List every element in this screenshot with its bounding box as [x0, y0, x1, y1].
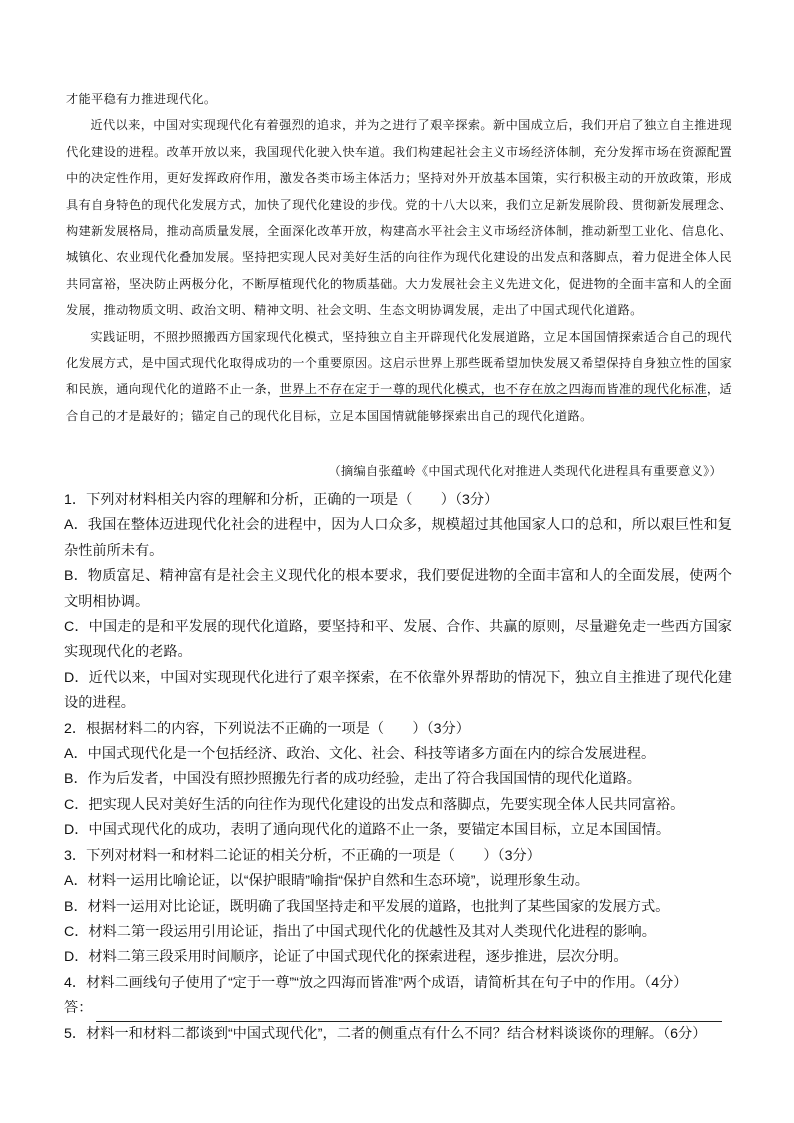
question-3-option-b: B．材料一运用对比论证，既明确了我国坚持走和平发展的道路，也批判了某些国家的发展方式。: [64, 898, 670, 915]
passage-paragraph-1: 近代以来，中国对实现现代化有着强烈的追求，并为之进行了艰辛探索。新中国成立后，我们开启了独立自主推进现代化建设的进程。改革开放以来，我国现代化驶入快车道。我们构建起社会主义市场经济体制，充分发挥市场在资源配置中的决定性作用，更好发挥政府作用，激发各类市场主体活力；坚持对外开放基本国策，实行积极主动的开放政策，形成具有自身特色的现代化发展方式，加快了现代化建设的步伐。党的十八大以来，我们立足新发展阶段、贯彻新发展理念、构建新发展格局，推动高质量发展，全面深化改革开放，构建高水平社会主义市场经济体制，推动新型工业化、信息化、城镇化、农业现代化叠加发展。坚持把实现人民对美好生活的向往作为现代化建设的出发点和落脚点，着力促进全体人民共同富裕，坚决防止两极分化，不断厚植现代化的物质基础。大力发展社会主义先进文化，促进物的全面丰富和人的全面发展，推动物质文明、政治文明、精神文明、社会文明、生态文明协调发展，走出了中国式现代化道路。: [66, 118, 732, 318]
question-2-option-c: C．把实现人民对美好生活的向往作为现代化建设的出发点和落脚点，先要实现全体人民共同富裕。: [64, 796, 685, 813]
passage-paragraph-2: [66, 324, 732, 430]
answer-line[interactable]: [96, 1003, 722, 1022]
question-1-option-c: C．中国走的是和平发展的现代化道路，要坚持和平、发展、合作、共赢的原则，尽量避免走一些西方国家实现现代化的老路。: [64, 619, 732, 661]
question-1-option-b: B．物质富足、精神富有是社会主义现代化的根本要求，我们要促进物的全面丰富和人的全面发展，使两个文明相协调。: [64, 568, 732, 610]
question-2-option-a: A．中国式现代化是一个包括经济、政治、文化、社会、科技等诸多方面在内的综合发展进程。: [64, 746, 656, 763]
passage-paragraph-2-text-a: 实践证明，不照抄照搬西方国家现代化模式，坚持独立自主开辟现代化发展道路，立足本国国情探索适合自己的现代化发展方式，是中国式现代化取得成功的一个重要原因。这启示世界上那些既希望加快发展又希望保持自身独立性的国家和民族，通向现代化的道路不止一条，: [66, 329, 732, 397]
question-3-option-c: C．材料二第一段运用引用论证，指出了中国式现代化的优越性及其对人类现代化进程的影响。: [64, 923, 656, 940]
passage-source: （摘编自张蕴岭《中国式现代化对推进人类现代化进程具有重要意义》）: [328, 464, 722, 478]
question-3-stem: 3．下列对材料一和材料二论证的相关分析，不正确的一项是（ ）（3分）: [64, 847, 541, 864]
question-1-option-d: D．近代以来，中国对实现现代化进行了艰辛探索，在不依靠外界帮助的情况下，独立自主推进了现代化建设的进程。: [64, 669, 732, 712]
passage-paragraph-2-text-b: ，适合自己的才是最好的；锚定自己的现代化目标，立足本国国情就能够探索出自己的现代化道路。: [66, 382, 733, 423]
question-2-option-d: D．中国式现代化的成功，表明了通向现代化的道路不止一条，要锚定本国目标，立足本国国情。: [64, 822, 671, 839]
question-list: [64, 488, 732, 1047]
question-5-stem: 5．材料一和材料二都谈到“中国式现代化”，二者的侧重点有什么不同？结合材料谈谈你的理解。（6分）: [64, 1025, 707, 1042]
question-4-stem: 4．材料二画线句子使用了“定于一尊”“放之四海而皆准”两个成语，请简析其在句子中的作用。（4分）: [64, 974, 688, 991]
question-1-option-a: A．我国在整体迈进现代化社会的进程中，因为人口众多，规模超过其他国家人口的总和，所以艰巨性和复杂性前所未有。: [64, 517, 732, 559]
passage-paragraph-0: 才能平稳有力推进现代化。: [66, 92, 217, 106]
reading-passage: [66, 86, 732, 429]
question-4-answer-area[interactable]: [64, 996, 732, 1021]
question-2-option-b: B．作为后发者，中国没有照抄照搬先行者的成功经验，走出了符合我国国情的现代化道路。: [64, 771, 641, 788]
question-3-option-d: D．材料二第三段采用时间顺序，论证了中国式现代化的探索进程，逐步推进，层次分明。: [64, 949, 628, 966]
answer-label: 答：: [64, 1000, 93, 1017]
question-2-stem: 2．根据材料二的内容，下列说法不正确的一项是（ ）（3分）: [64, 720, 470, 737]
question-3-option-a: A．材料一运用比喻论证，以“保护眼睛”喻指“保护自然和生态环境”，说理形象生动。: [64, 873, 589, 890]
underlined-sentence: 世界上不存在定于一尊的现代化模式，也不存在放之四海而皆准的现代化标准: [279, 382, 707, 397]
question-1-stem: 1．下列对材料相关内容的理解和分析，正确的一项是（ ）（3分）: [64, 492, 499, 508]
